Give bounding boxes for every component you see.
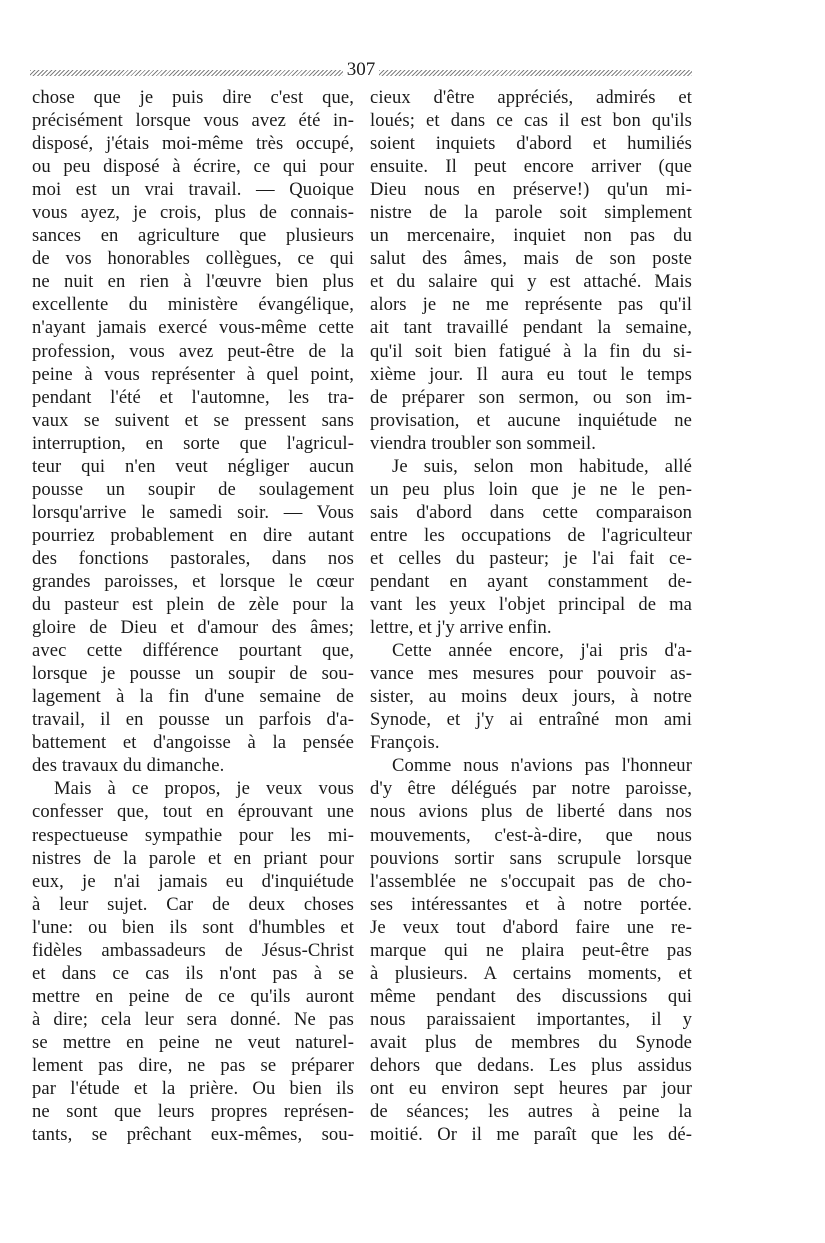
text-line: se mettre en peine ne veut naturel- (32, 1031, 354, 1053)
text-line: Synode, et j'y ai entraîné mon ami (370, 709, 692, 731)
text-line: entre les occupations de l'agriculteur (370, 524, 692, 546)
text-line: à leur sujet. Car de deux choses (32, 893, 354, 915)
text-line: confesser que, tout en éprouvant une (32, 801, 354, 823)
text-line: sances en agriculture que plusieurs (32, 225, 354, 247)
text-line: à dire; cela leur sera donné. Ne pas (32, 1008, 354, 1030)
text-line: et celles du pasteur; je l'ai fait ce- (370, 547, 692, 569)
text-line: grandes paroisses, et lorsque le cœur (32, 570, 354, 592)
text-line: provisation, et aucune inquiétude ne (370, 409, 692, 431)
text-line: un mercenaire, inquiet non pas du (370, 225, 692, 247)
text-line: vance mes mesures pour pouvoir as- (370, 663, 692, 685)
text-line: nistres de la parole et en priant pour (32, 847, 354, 869)
text-line: et du salaire qui y est attaché. Mais (370, 271, 692, 293)
text-line: lement pas dire, ne pas se préparer (32, 1054, 354, 1076)
text-line: par l'étude et la prière. Ou bien ils (32, 1078, 354, 1100)
text-line: lettre, et j'y arrive enfin. (370, 617, 552, 639)
text-line: fidèles ambassadeurs de Jésus-Christ (32, 939, 354, 961)
text-line: moitié. Or il me paraît que les dé- (370, 1124, 692, 1146)
text-line: mouvements, c'est-à-dire, que nous (370, 824, 692, 846)
text-line: vant les yeux l'objet principal de ma (370, 594, 692, 616)
text-line: nous avions plus de liberté dans nos (370, 801, 692, 823)
text-line: travail, il en pousse un parfois d'a- (32, 709, 354, 731)
text-line: lorsqu'arrive le samedi soir. — Vous (32, 501, 354, 523)
text-line: ne nuit en rien à l'œuvre bien plus (32, 271, 354, 293)
text-line: profession, vous avez peut-être de la (32, 340, 354, 362)
text-line: ait tant travaillé pendant la semaine, (370, 317, 692, 339)
text-line: peine à vous représenter à quel point, (32, 363, 354, 385)
text-line: salut des âmes, mais de son poste (370, 248, 692, 270)
text-line: du pasteur est plein de zèle pour la (32, 594, 354, 616)
text-line: pousse un soupir de soulagement (32, 478, 354, 500)
text-line: ou peu disposé à écrire, ce qui pour (32, 156, 354, 178)
text-line: lagement à la fin d'une semaine de (32, 686, 354, 708)
text-line: respectueuse sympathie pour les mi- (32, 824, 354, 846)
text-line: pouvions sortir sans scrupule lorsque (370, 847, 692, 869)
text-line: loués; et dans ce cas il est bon qu'ils (370, 110, 692, 132)
text-line: Mais à ce propos, je veux vous (54, 778, 354, 800)
text-line: ses intéressantes et à notre portée. (370, 893, 692, 915)
text-line: pendant en ayant constamment de- (370, 570, 692, 592)
text-line: de préparer son sermon, ou son im- (370, 386, 692, 408)
text-line: qu'il soit bien fatigué à la fin du si- (370, 340, 692, 362)
text-line: avait plus de membres du Synode (370, 1031, 692, 1053)
text-line: xième jour. Il aura eu tout le temps (370, 363, 692, 385)
text-line: pourriez probablement en dire autant (32, 524, 354, 546)
text-line: nous paraissaient importantes, il y (370, 1008, 692, 1030)
text-line: Je suis, selon mon habitude, allé (392, 455, 692, 477)
text-line: soient inquiets d'abord et humiliés (370, 133, 692, 155)
text-line: précisément lorsque vous avez été in- (32, 110, 354, 132)
text-line: François. (370, 732, 440, 754)
text-line: l'assemblée ne s'occupait pas de cho- (370, 870, 692, 892)
text-line: vous ayez, je crois, plus de connais- (32, 202, 354, 224)
text-line: eux, je n'ai jamais eu d'inquiétude (32, 870, 354, 892)
text-line: avec cette différence pourtant que, (32, 640, 354, 662)
text-line: excellente du ministère évangélique, (32, 294, 354, 316)
text-line: cieux d'être appréciés, admirés et (370, 87, 692, 108)
text-line: Dieu nous en préserve!) qu'un mi- (370, 179, 692, 201)
text-line: disposé, j'étais moi-même très occupé, (32, 133, 354, 155)
text-line: battement et d'angoisse à la pensée (32, 732, 354, 754)
text-line: Comme nous n'avions pas l'honneur (392, 755, 692, 777)
text-line: et dans ce cas ils n'ont pas à se (32, 962, 354, 984)
text-line: gloire de Dieu et d'amour des âmes; (32, 617, 354, 639)
text-line: Je veux tout d'abord faire une re- (370, 916, 692, 938)
text-line: sais d'abord dans cette comparaison (370, 501, 692, 523)
text-line: d'y être délégués par notre paroisse, (370, 778, 692, 800)
text-line: des fonctions pastorales, dans nos (32, 547, 354, 569)
text-line: un peu plus loin que je ne le pen- (370, 478, 692, 500)
text-line: même pendant des discussions qui (370, 985, 692, 1007)
text-line: de séances; les autres à peine la (370, 1101, 692, 1123)
text-line: sister, au moins deux jours, à notre (370, 686, 692, 708)
text-line: mettre en peine de ce qu'ils auront (32, 985, 354, 1007)
text-line: marque qui ne plaira peut-être pas (370, 939, 692, 961)
text-line: l'une: ou bien ils sont d'humbles et (32, 916, 354, 938)
text-line: Cette année encore, j'ai pris d'a- (392, 640, 692, 662)
text-line: ne sont que leurs propres représen- (32, 1101, 354, 1123)
text-line: viendra troubler son sommeil. (370, 432, 596, 454)
text-line: alors je ne me représente pas qu'il (370, 294, 692, 316)
text-line: ensuite. Il peut encore arriver (que (370, 156, 692, 178)
text-line: pendant l'été et l'automne, les tra- (32, 386, 354, 408)
right-column (370, 86, 692, 1146)
text-line: interruption, en sorte que l'agricul- (32, 432, 354, 454)
text-line: à plusieurs. A certains moments, et (370, 962, 692, 984)
text-line: chose que je puis dire c'est que, (32, 87, 354, 108)
header-rule-right (379, 70, 692, 76)
text-line: ont eu environ sept heures par jour (370, 1078, 692, 1100)
text-line: vaux se suivent et se pressent sans (32, 409, 354, 431)
text-line: nistre de la parole soit simplement (370, 202, 692, 224)
page-header (30, 58, 692, 82)
left-column (32, 86, 354, 1146)
text-line: tants, se prêchant eux-mêmes, sou- (32, 1124, 354, 1146)
text-line: dehors que dedans. Les plus assidus (370, 1054, 692, 1076)
page-number: 307 (346, 59, 376, 80)
text-line: de vos honorables collègues, ce qui (32, 248, 354, 270)
text-line: des travaux du dimanche. (32, 755, 225, 777)
text-line: moi est un vrai travail. — Quoique (32, 179, 354, 201)
text-line: teur qui n'en veut négliger aucun (32, 455, 354, 477)
text-line: n'ayant jamais exercé vous-même cette (32, 317, 354, 339)
header-rule-left (30, 70, 343, 76)
text-line: lorsque je pousse un soupir de sou- (32, 663, 354, 685)
